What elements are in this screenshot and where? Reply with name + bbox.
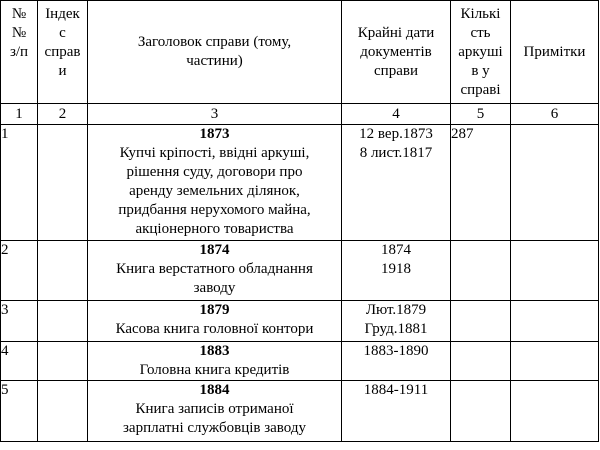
row-sheets	[451, 301, 511, 342]
row-title: 1884 Книга записів отриманої зарплатні службовців заводу	[88, 381, 342, 442]
row-title: 1874 Книга верстатного обладнання заводу	[88, 241, 342, 301]
column-number: 1	[1, 104, 38, 125]
header-sheets: Кількі сть аркуші в у справі	[451, 1, 511, 104]
row-title: 1883 Головна книга кредитів	[88, 342, 342, 381]
row-notes	[511, 342, 599, 381]
header-row	[1, 1, 599, 104]
row-dates: 1883-1890	[342, 342, 451, 381]
column-number: 4	[342, 104, 451, 125]
table-row	[1, 381, 599, 442]
row-title: 1879 Касова книга головної контори	[88, 301, 342, 342]
row-notes	[511, 125, 599, 241]
row-dates: 1874 1918	[342, 241, 451, 301]
row-notes	[511, 241, 599, 301]
row-index	[38, 125, 88, 241]
row-number: 3	[1, 301, 38, 342]
row-year: 1873	[199, 126, 230, 142]
row-year: 1884	[199, 382, 230, 398]
table-row	[1, 301, 599, 342]
table-row	[1, 241, 599, 301]
header-title: Заголовок справи (тому, частини)	[88, 1, 342, 104]
row-year: 1874	[199, 242, 230, 258]
column-number-row	[1, 104, 599, 125]
table-row	[1, 125, 599, 241]
row-dates: 12 вер.1873 8 лист.1817	[342, 125, 451, 241]
row-title: 1873 Купчі кріпості, ввідні аркуші, рішення суду, договори про аренду земельних ділянок, придбання нерухомого майна, акціонерного товариства	[88, 125, 342, 241]
row-number: 1	[1, 125, 38, 241]
row-index	[38, 381, 88, 442]
header-notes: Примітки	[511, 1, 599, 104]
row-year: 1883	[199, 343, 230, 359]
row-dates: 1884-1911	[342, 381, 451, 442]
header-index: Індек с справ и	[38, 1, 88, 104]
row-number: 4	[1, 342, 38, 381]
column-number: 2	[38, 104, 88, 125]
row-sheets: 287	[451, 125, 511, 241]
row-number: 2	[1, 241, 38, 301]
header-number: № № з/п	[1, 1, 38, 104]
row-index	[38, 301, 88, 342]
row-year: 1879	[199, 302, 230, 318]
column-number: 6	[511, 104, 599, 125]
row-index	[38, 342, 88, 381]
row-sheets	[451, 241, 511, 301]
row-notes	[511, 381, 599, 442]
row-sheets	[451, 342, 511, 381]
row-number: 5	[1, 381, 38, 442]
column-number: 3	[88, 104, 342, 125]
row-sheets	[451, 381, 511, 442]
row-dates: Лют.1879 Груд.1881	[342, 301, 451, 342]
table-row	[1, 342, 599, 381]
row-index	[38, 241, 88, 301]
header-dates: Крайні дати документів справи	[342, 1, 451, 104]
column-number: 5	[451, 104, 511, 125]
row-notes	[511, 301, 599, 342]
